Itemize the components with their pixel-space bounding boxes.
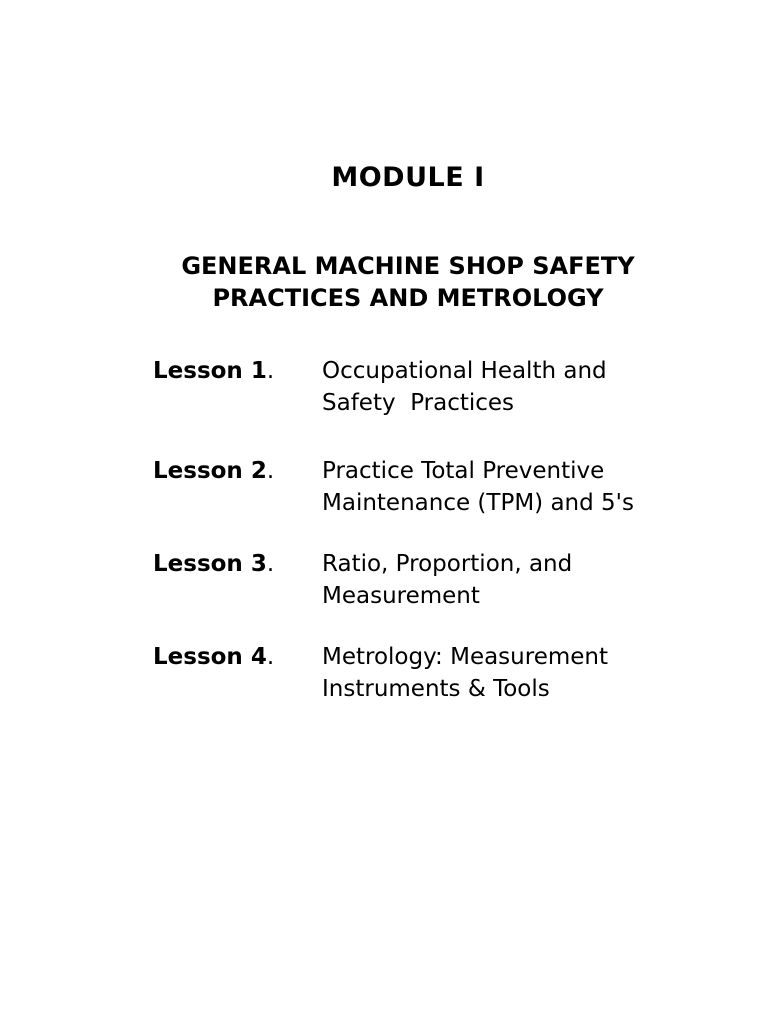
lesson-number: Lesson 3 <box>153 551 267 577</box>
lesson-punct: . <box>266 458 275 484</box>
module-subtitle <box>0 250 768 314</box>
lesson-title-line-2: Safety Practices <box>322 390 515 416</box>
lesson-title-line-2: Instruments & Tools <box>322 676 550 702</box>
lesson-title-line-1: Occupational Health and <box>322 358 607 384</box>
lesson-label <box>153 641 274 673</box>
module-title: MODULE I <box>331 162 485 193</box>
lesson-punct: . <box>266 358 275 384</box>
lesson-title-line-1: Practice Total Preventive <box>322 458 605 484</box>
lesson-punct: . <box>266 644 275 670</box>
lesson-punct: . <box>266 551 275 577</box>
lesson-title-line-2: Maintenance (TPM) and 5's <box>322 490 634 516</box>
lesson-number: Lesson 4 <box>153 644 267 670</box>
lesson-title <box>322 355 607 419</box>
lesson-title <box>322 455 634 519</box>
lesson-number: Lesson 1 <box>153 358 267 384</box>
lesson-number: Lesson 2 <box>153 458 267 484</box>
lesson-label <box>153 355 274 387</box>
lesson-title <box>322 548 572 612</box>
lesson-title-line-1: Metrology: Measurement <box>322 644 608 670</box>
lesson-title-line-1: Ratio, Proportion, and <box>322 551 573 577</box>
lesson-label <box>153 548 274 580</box>
lesson-label <box>153 455 274 487</box>
subtitle-line-1: GENERAL MACHINE SHOP SAFETY <box>181 252 635 280</box>
lesson-title <box>322 641 608 705</box>
subtitle-line-2: PRACTICES AND METROLOGY <box>212 284 604 312</box>
lesson-title-line-2: Measurement <box>322 583 480 609</box>
